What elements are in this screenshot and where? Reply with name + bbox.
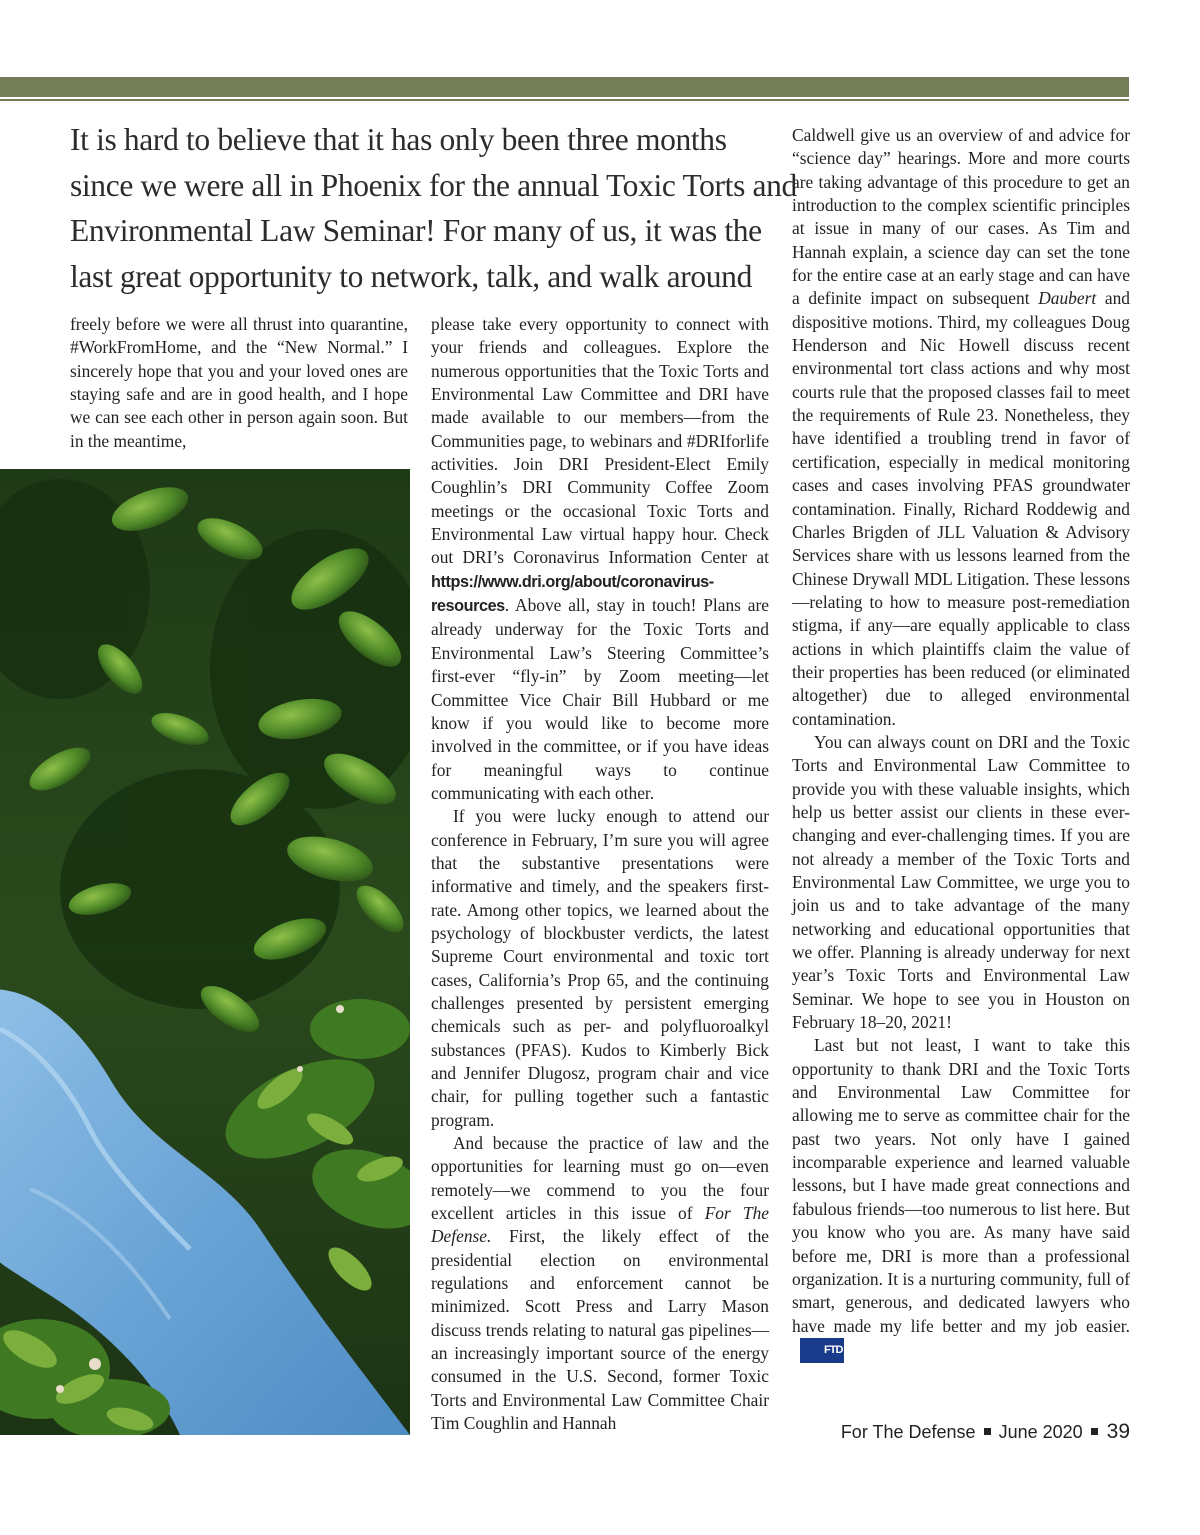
lede-line: It is hard to believe that it has only been three months [70,122,727,157]
paragraph-text: and dispositive motions. Third, my colleagues Doug Henderson and Nic Howell discuss recent environmental tort class actions and why most courts rule that the proposed classes fail to meet the requirements of Rule 23. Nonetheless, they have identified a troubling trend in favor of certification, especially in medical monitoring cases and cases involving PFAS groundwater contamination. Finally, Richard Roddewig and Charles Brigden of JLL Valuation & Advisory Services share with us lessons learned from the Chinese Drywall MDL Litigation. These lessons—relating to how to measure post-remediation stigma, if any—are equally applicable to class actions in which plaintiffs claim the value of their properties has been reduced (or eliminated altogether) due to alleged environmental contamination. [792,288,1130,729]
lede-intro [70,117,797,299]
issue-date: June 2020 [998,1422,1083,1442]
paragraph [792,1034,1130,1363]
paragraph: You can always count on DRI and the Toxic Torts and Environmental Law Committee to provide you with these valuable insights, which help us better assist our clients in these ever-changing and ever-challenging times. If you are not already a member of the Toxic Torts and Environmental Law Committee, we urge you to join us and to take advantage of the many networking and educational opportunities that we offer. Planning is already underway for next year’s Toxic Torts and Environmental Law Seminar. We hope to see you in Houston on February 18–20, 2021! [792,731,1130,1033]
page-footer [841,1420,1130,1444]
square-bullet-icon [1091,1428,1098,1435]
paragraph-text: Last but not least, I want to take this opportunity to thank DRI and the Toxic Torts and Environmental Law Committee for allowing me to serve as committee chair for the past two years. Not only have I gained incomparable experience and learned valuable lessons, but I have made great connections and fabulous friends—too numerous to list here. But you know who you are. As many have said before me, DRI is more than a professional organization. It is a nurturing community, full of smart, generous, and dedicated lawyers who have made my life better and my job easier. [792,1035,1130,1336]
coronavirus-resources-link[interactable]: https://www.dri.org/about/coronavirus-resources [431,572,714,616]
paragraph-text: . Above all, stay in touch! Plans are already underway for the Toxic Torts and Environmental Law’s Steering Committee’s first-ever “fly-in” by Zoom meeting—let Committee Vice Chair Bill Hubbard or me know if you would like to become more involved in the committee, or if you have ideas for meaningful ways to continue communicating with each other. [431,595,769,803]
column-3 [792,124,1130,1363]
end-mark-icon: FTD [800,1338,844,1363]
square-bullet-icon [984,1428,991,1435]
column-2 [431,313,769,1436]
paragraph-text: First, the likely effect of the presidential election on environmental regulations and enforcement cannot be minimized. Scott Press and Larry Mason discuss trends relating to natural gas pipelines—an increasingly important source of the energy consumed in the U.S. Second, former Toxic Torts and Environmental Law Committee Chair Tim Coughlin and Hannah [431,1226,769,1434]
lede-line: Environmental Law Seminar! For many of us, it was the [70,213,762,248]
paragraph: freely before we were all thrust into quarantine, #WorkFromHome, and the “New Normal.” I sincerely hope that you and your loved ones are staying safe and are in good health, and I hope we can see each other in person again soon. But in the meantime, [70,314,408,451]
lede-line: since we were all in Phoenix for the annual Toxic Torts and [70,167,797,203]
publication-title: For The Defense. [431,1203,769,1247]
case-name: Daubert [1038,288,1097,309]
page-number: 39 [1106,1420,1130,1443]
top-rule-bar [0,77,1129,97]
paragraph [431,1132,769,1435]
paragraph: If you were lucky enough to attend our conference in February, I’m sure you will agree that the substantive presentations were informative and timely, and the speakers first-rate. Among other topics, we learned about the psychology of blockbuster verdicts, the latest Supreme Court environmental and toxic tort cases, California’s Prop 65, and the continuing challenges presented by persistent emerging chemicals such as per- and polyfluoroalkyl substances (PFAS). Kudos to Kimberly Bick and Jennifer Dlugosz, program chair and vice chair, for pulling together such a fantastic program. [431,806,769,1130]
paragraph-text: please take every opportunity to connect with your friends and colleagues. Explore the numerous opportunities that the Toxic Torts and Environmental Law Committee and DRI have made available to our members—from the Communities page, to webinars and #DRIforlife activities. Join DRI President-Elect Emily Coughlin’s DRI Community Coffee Zoom meetings or the occasional Toxic Torts and Environmental Law virtual happy hour. Check out DRI’s Coronavirus Information Center at [431,314,769,568]
paragraph-text: And because the practice of law and the opportunities for learning must go on—even remotely—we commend to you the four excellent articles in this issue of [431,1133,769,1224]
publication-name: For The Defense [840,1422,976,1442]
column-1 [70,313,408,453]
top-rule-line [0,99,1129,101]
lede-line: last great opportunity to network, talk, and walk around [70,258,752,294]
paragraph [792,124,1130,731]
forest-stream-photo [0,469,410,1435]
paragraph-text: Caldwell give us an overview of and advice for “science day” hearings. More and more courts are taking advantage of this procedure to get an introduction to the complex scientific principles at issue in many of our cases. As Tim and Hannah explain, a science day can set the tone for the entire case at an early stage and can have a definite impact on subsequent [792,125,1130,309]
paragraph [431,313,769,805]
